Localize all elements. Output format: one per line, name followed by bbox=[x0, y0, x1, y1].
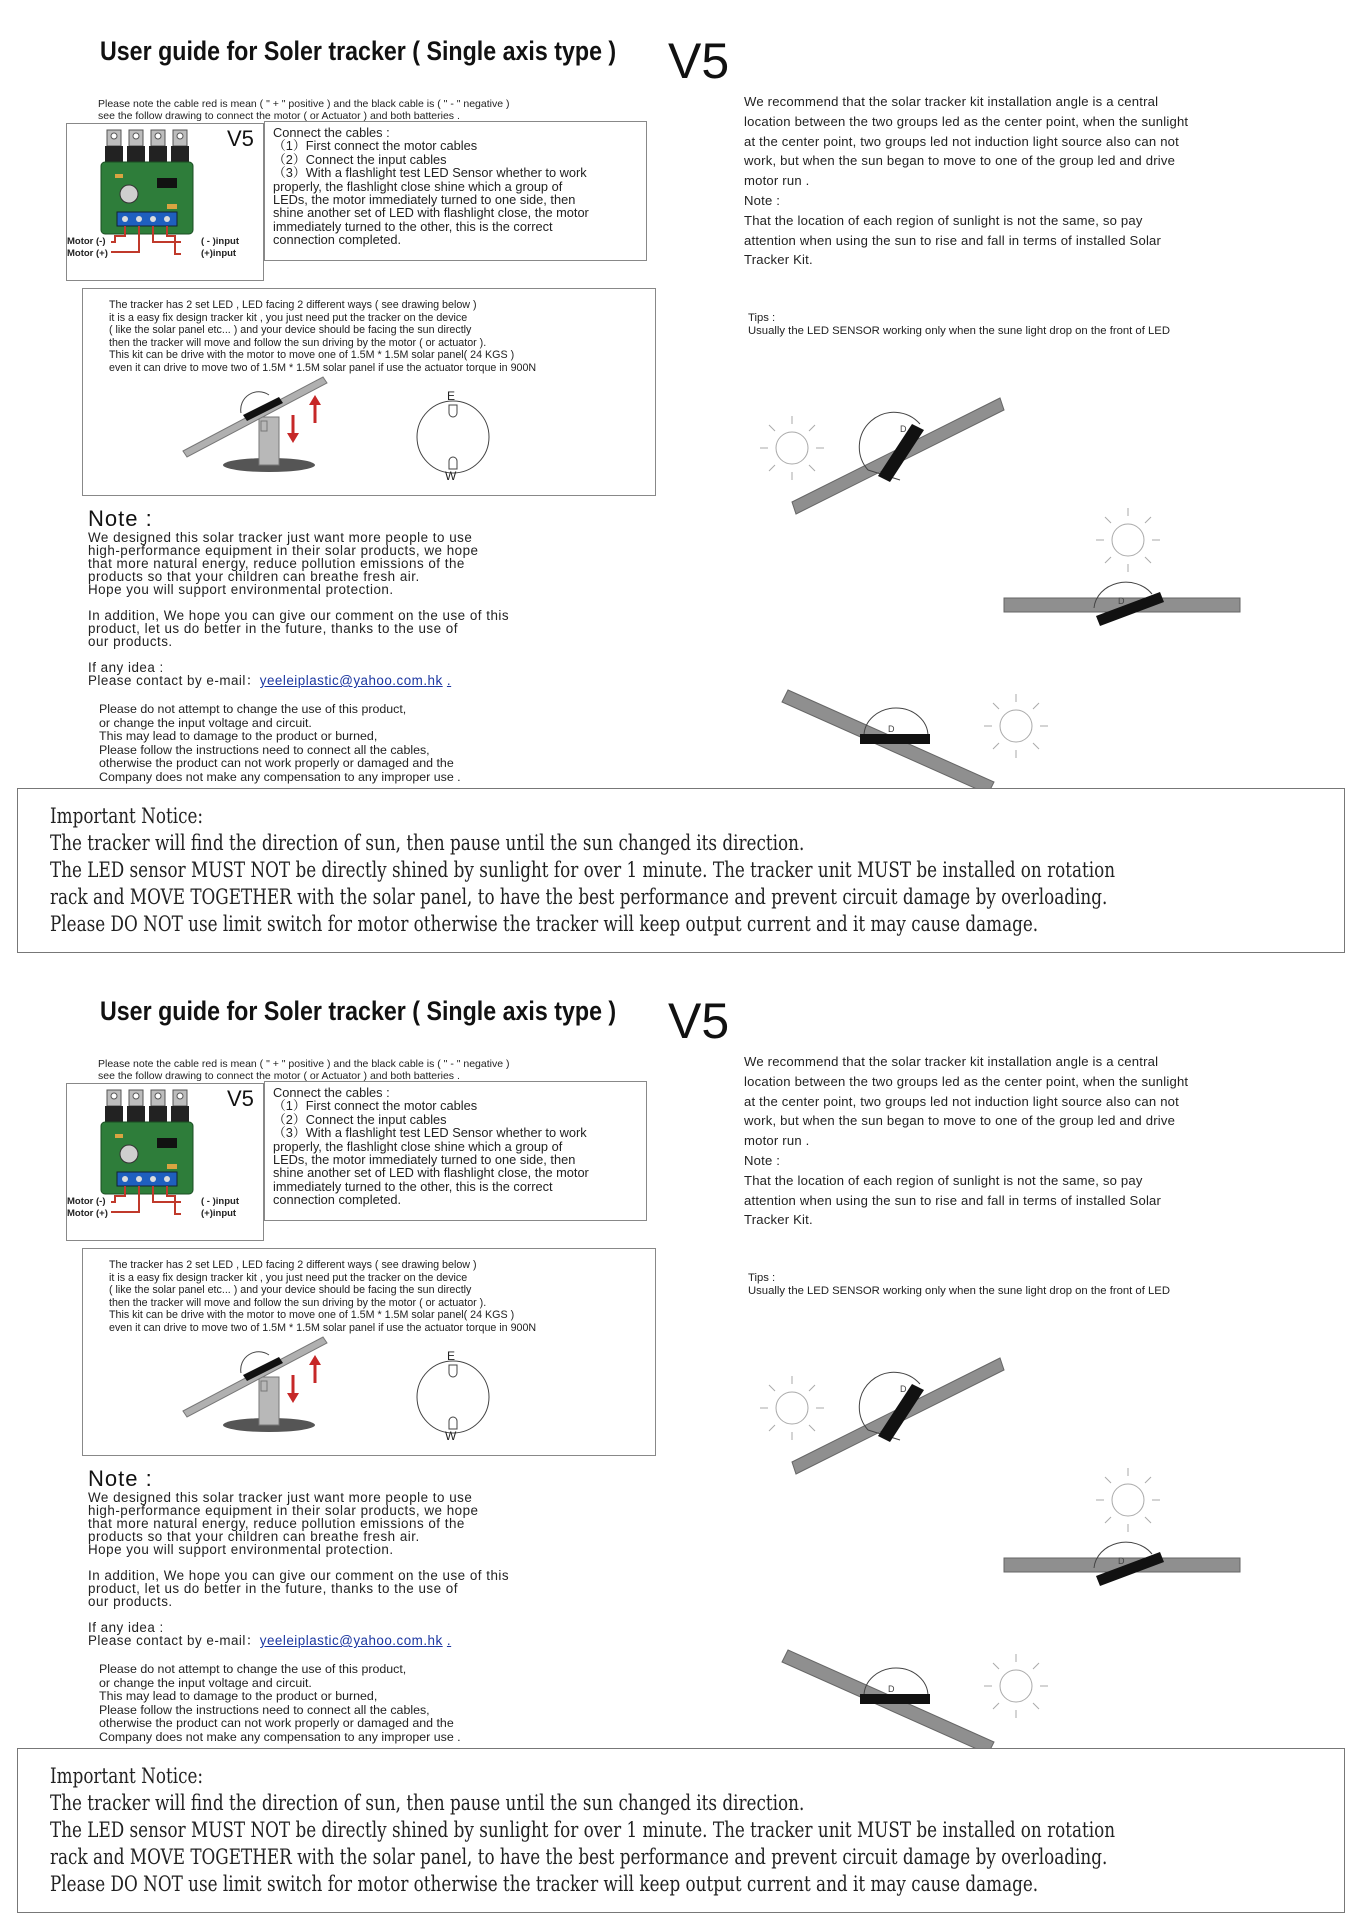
warning-line: Please follow the instructions need to connect all the cables, bbox=[99, 742, 430, 757]
note-line: In addition, We hope you can give our comment on the use of this bbox=[88, 1568, 510, 1583]
important-line: Please DO NOT use limit switch for motor otherwise the tracker will keep output current and it may cause damage. bbox=[50, 912, 1039, 936]
contact-prefix: Please contact by e-mail： bbox=[88, 673, 260, 688]
important-notice bbox=[17, 788, 1345, 953]
tips bbox=[748, 1272, 1170, 1298]
tracker-line: it is a easy fix design tracker kit , you just need put the tracker on the device bbox=[109, 1271, 468, 1284]
cable-note-line: Please note the cable red is mean ( " + " positive ) and the black cable is ( " - " negative ) bbox=[98, 98, 510, 110]
rec-line: We recommend that the solar tracker kit installation angle is a central bbox=[744, 1054, 1159, 1069]
sun-icon bbox=[760, 416, 824, 480]
note-line: products so that your children can breathe fresh air. bbox=[88, 569, 420, 584]
important-line: The tracker will find the direction of sun, then pause until the sun changed its direction. bbox=[50, 831, 805, 855]
note-line: high-performance equipment in their solar products, we hope bbox=[88, 1503, 479, 1518]
connect-line: LEDs, the motor immediately turned to one side, then bbox=[273, 192, 576, 208]
controller-board-figure bbox=[66, 123, 264, 281]
cable-note-line: Please note the cable red is mean ( " + " positive ) and the black cable is ( " - " negative ) bbox=[98, 1058, 510, 1070]
rec-line: work, but when the sun began to move to one of the group led and drive bbox=[744, 153, 1176, 169]
input-plus-label: (+)input bbox=[201, 1208, 237, 1219]
connect-line: （3）With a flashlight test LED Sensor whether to work bbox=[273, 165, 587, 181]
warning-line: Please do not attempt to change the use of this product, bbox=[99, 1662, 407, 1676]
svg-text:D: D bbox=[1118, 596, 1125, 606]
connect-line: immediately turned to the other, this is the correct bbox=[273, 218, 553, 234]
connect-line: LEDs, the motor immediately turned to one side, then bbox=[273, 1152, 576, 1168]
warning-line: This may lead to damage to the product or burned, bbox=[99, 1689, 378, 1704]
board-version: V5 bbox=[227, 1086, 254, 1111]
tracker-line: The tracker has 2 set LED , LED facing 2 different ways ( see drawing below ) bbox=[109, 1259, 477, 1271]
important-line: The LED sensor MUST NOT be directly shined by sunlight for over 1 minute. The tracker unit MUST be installed on rotation bbox=[50, 858, 1116, 882]
compass-east-label: E bbox=[447, 1349, 456, 1363]
cable-note bbox=[98, 1058, 618, 1082]
input-plus-label: (+)input bbox=[201, 248, 237, 259]
connect-line: Connect the cables : bbox=[273, 125, 390, 140]
connect-line: （1）First connect the motor cables bbox=[273, 1098, 478, 1114]
rec-line: location between the two groups led as the center point, when the sunlight bbox=[744, 1073, 1189, 1089]
input-minus-label: ( - )input bbox=[201, 236, 239, 247]
rec-line: That the location of each region of sunlight is not the same, so pay bbox=[744, 1172, 1143, 1188]
note-line: that more natural energy, reduce pollution emissions of the bbox=[88, 556, 465, 571]
svg-text:D: D bbox=[1118, 1556, 1125, 1566]
sun-icon bbox=[760, 1376, 824, 1440]
note-line: products so that your children can breathe fresh air. bbox=[88, 1529, 420, 1544]
important-line: The LED sensor MUST NOT be directly shined by sunlight for over 1 minute. The tracker unit MUST be installed on rotation bbox=[50, 1818, 1116, 1842]
svg-text:D: D bbox=[900, 424, 907, 434]
connect-line: （1）First connect the motor cables bbox=[273, 138, 478, 154]
rec-line: Note : bbox=[744, 1152, 781, 1168]
tracker-line: ( like the solar panel etc... ) and your device should be facing the sun directly bbox=[109, 1284, 472, 1297]
motor-plus-label: Motor (+) bbox=[67, 1208, 108, 1219]
motor-plus-label: Motor (+) bbox=[67, 248, 108, 259]
note-line: product, let us do better in the future, thanks to the use of bbox=[88, 621, 458, 636]
connect-line: （2）Connect the input cables bbox=[273, 1111, 447, 1127]
tracker-line: even it can drive to move two of 1.5M * 1.5M solar panel if use the actuator torque in 900N bbox=[109, 361, 537, 374]
warning-line: or change the input voltage and circuit. bbox=[99, 1675, 312, 1690]
rec-line: at the center point, two groups led not induction light source also can not bbox=[744, 1093, 1179, 1109]
cable-note bbox=[98, 98, 618, 122]
input-minus-label: ( - )input bbox=[201, 1196, 239, 1207]
contact-prefix: Please contact by e-mail： bbox=[88, 1633, 260, 1648]
rec-line: location between the two groups led as the center point, when the sunlight bbox=[744, 113, 1189, 129]
rec-line: Note : bbox=[744, 192, 781, 208]
connect-line: shine another set of LED with flashlight close, the motor bbox=[273, 1165, 589, 1181]
note-body bbox=[88, 531, 509, 687]
note-line: We designed this solar tracker just want more people to use bbox=[88, 530, 473, 545]
important-line: The tracker will find the direction of sun, then pause until the sun changed its direction. bbox=[50, 1791, 805, 1815]
contact-line bbox=[88, 1634, 509, 1647]
guide-title: User guide for Soler tracker ( Single axis type ) bbox=[100, 36, 617, 66]
tracker-line: even it can drive to move two of 1.5M * 1.5M solar panel if use the actuator torque in 900N bbox=[109, 1321, 537, 1334]
tracker-line: then the tracker will move and follow the sun driving by the motor ( or actuator ). bbox=[109, 336, 487, 349]
rec-line: attention when using the sun to rise and fall in terms of installed Solar bbox=[744, 232, 1162, 248]
important-heading: Important Notice: bbox=[50, 804, 204, 828]
cable-note-line: see the follow drawing to connect the motor ( or Actuator ) and both batteries . bbox=[98, 110, 460, 122]
note-line: that more natural energy, reduce pollution emissions of the bbox=[88, 1516, 465, 1531]
note-line: Hope you will support environmental protection. bbox=[88, 1542, 394, 1557]
warning-text bbox=[99, 1663, 461, 1745]
sun-tracking-scenes bbox=[740, 1340, 1260, 1750]
connect-instructions bbox=[264, 1081, 647, 1221]
warning-line: Please follow the instructions need to connect all the cables, bbox=[99, 1702, 430, 1717]
motor-minus-label: Motor (-) bbox=[67, 1196, 106, 1207]
connect-line: properly, the flashlight close shine which a group of bbox=[273, 178, 563, 194]
connect-line: connection completed. bbox=[273, 1192, 402, 1208]
connect-line: （2）Connect the input cables bbox=[273, 151, 447, 167]
user-guide-copy bbox=[0, 960, 1365, 1920]
sun-icon bbox=[984, 694, 1048, 758]
tracker-line: then the tracker will move and follow the sun driving by the motor ( or actuator ). bbox=[109, 1296, 487, 1309]
tracker-line: This kit can be drive with the motor to move one of 1.5M * 1.5M solar panel( 24 KGS ) bbox=[109, 1309, 515, 1322]
email-suffix: . bbox=[446, 673, 452, 688]
warning-line: or change the input voltage and circuit. bbox=[99, 715, 312, 730]
rec-line: That the location of each region of sunlight is not the same, so pay bbox=[744, 212, 1143, 228]
warning-line: otherwise the product can not work properly or damaged and the bbox=[99, 756, 454, 771]
controller-board-figure bbox=[66, 1083, 264, 1241]
sun-tracking-scenes bbox=[740, 380, 1260, 790]
contact-line bbox=[88, 674, 509, 687]
note-line: our products. bbox=[88, 634, 173, 649]
tracker-line: ( like the solar panel etc... ) and your device should be facing the sun directly bbox=[109, 324, 472, 337]
warning-line: Please do not attempt to change the use of this product, bbox=[99, 702, 407, 716]
connect-instructions bbox=[264, 121, 647, 261]
recommendation-text bbox=[744, 92, 1284, 270]
warning-line: This may lead to damage to the product or burned, bbox=[99, 729, 378, 744]
idea-line: If any idea : bbox=[88, 660, 164, 675]
tips-text: Usually the LED SENSOR working only when the sune light drop on the front of LED bbox=[748, 325, 1170, 337]
tracker-line: it is a easy fix design tracker kit , you just need put the tracker on the device bbox=[109, 311, 468, 324]
email-link[interactable]: yeeleiplastic@yahoo.com.hk bbox=[259, 673, 443, 688]
sun-icon bbox=[1096, 1468, 1160, 1532]
rec-line: motor run . bbox=[744, 173, 810, 189]
connect-line: Connect the cables : bbox=[273, 1085, 390, 1100]
guide-version: V5 bbox=[668, 993, 730, 1049]
tracker-line: The tracker has 2 set LED , LED facing 2 different ways ( see drawing below ) bbox=[109, 299, 477, 311]
tracker-mount-illustration bbox=[83, 1249, 655, 1455]
motor-minus-label: Motor (-) bbox=[67, 236, 106, 247]
email-suffix: . bbox=[446, 1633, 452, 1648]
warning-line: otherwise the product can not work properly or damaged and the bbox=[99, 1716, 454, 1731]
tips bbox=[748, 312, 1170, 338]
cable-note-line: see the follow drawing to connect the motor ( or Actuator ) and both batteries . bbox=[98, 1070, 460, 1082]
email-link[interactable]: yeeleiplastic@yahoo.com.hk bbox=[259, 1633, 443, 1648]
idea-line: If any idea : bbox=[88, 1620, 164, 1635]
note-heading: Note : bbox=[88, 1466, 153, 1491]
connect-line: shine another set of LED with flashlight close, the motor bbox=[273, 205, 589, 221]
tracker-description-box bbox=[82, 1248, 656, 1456]
connect-line: properly, the flashlight close shine which a group of bbox=[273, 1138, 563, 1154]
tracker-description-box bbox=[82, 288, 656, 496]
compass-east-label: E bbox=[447, 389, 456, 403]
note-line: In addition, We hope you can give our comment on the use of this bbox=[88, 608, 510, 623]
tips-heading: Tips : bbox=[748, 312, 776, 324]
note-heading: Note : bbox=[88, 506, 153, 531]
rec-line: We recommend that the solar tracker kit installation angle is a central bbox=[744, 94, 1159, 109]
recommendation-text bbox=[744, 1052, 1284, 1230]
rec-line: attention when using the sun to rise and fall in terms of installed Solar bbox=[744, 1192, 1162, 1208]
rec-line: at the center point, two groups led not induction light source also can not bbox=[744, 133, 1179, 149]
important-line: Please DO NOT use limit switch for motor otherwise the tracker will keep output current and it may cause damage. bbox=[50, 1872, 1039, 1896]
warning-line: Company does not make any compensation to any improper use . bbox=[99, 1729, 461, 1744]
sun-icon bbox=[984, 1654, 1048, 1718]
rec-line: Tracker Kit. bbox=[744, 252, 813, 268]
important-line: rack and MOVE TOGETHER with the solar panel, to have the best performance and prevent circuit damage by overloading. bbox=[50, 885, 1108, 909]
tips-text: Usually the LED SENSOR working only when the sune light drop on the front of LED bbox=[748, 1285, 1170, 1297]
sun-icon bbox=[1096, 508, 1160, 572]
note-line: We designed this solar tracker just want more people to use bbox=[88, 1490, 473, 1505]
compass-west-label: W bbox=[445, 469, 457, 483]
tracker-mount-illustration bbox=[83, 289, 655, 495]
rec-line: work, but when the sun began to move to one of the group led and drive bbox=[744, 1113, 1176, 1129]
warning-line: Company does not make any compensation to any improper use . bbox=[99, 769, 461, 784]
tracker-line: This kit can be drive with the motor to move one of 1.5M * 1.5M solar panel( 24 KGS ) bbox=[109, 349, 515, 362]
note-line: Hope you will support environmental protection. bbox=[88, 582, 394, 597]
note-line: our products. bbox=[88, 1594, 173, 1609]
important-heading: Important Notice: bbox=[50, 1764, 204, 1788]
board-version: V5 bbox=[227, 126, 254, 151]
connect-line: connection completed. bbox=[273, 232, 402, 248]
svg-text:D: D bbox=[888, 724, 895, 734]
rec-line: motor run . bbox=[744, 1133, 810, 1149]
svg-text:D: D bbox=[888, 1684, 895, 1694]
note-line: high-performance equipment in their solar products, we hope bbox=[88, 543, 479, 558]
compass-west-label: W bbox=[445, 1429, 457, 1443]
warning-text bbox=[99, 703, 461, 785]
rec-line: Tracker Kit. bbox=[744, 1212, 813, 1228]
guide-title: User guide for Soler tracker ( Single axis type ) bbox=[100, 996, 617, 1026]
guide-version: V5 bbox=[668, 33, 730, 89]
important-notice bbox=[17, 1748, 1345, 1913]
connect-line: immediately turned to the other, this is the correct bbox=[273, 1178, 553, 1194]
svg-text:D: D bbox=[900, 1384, 907, 1394]
connect-line: （3）With a flashlight test LED Sensor whether to work bbox=[273, 1125, 587, 1141]
important-line: rack and MOVE TOGETHER with the solar panel, to have the best performance and prevent circuit damage by overloading. bbox=[50, 1845, 1108, 1869]
note-body bbox=[88, 1491, 509, 1647]
note-line: product, let us do better in the future, thanks to the use of bbox=[88, 1581, 458, 1596]
tips-heading: Tips : bbox=[748, 1272, 776, 1284]
